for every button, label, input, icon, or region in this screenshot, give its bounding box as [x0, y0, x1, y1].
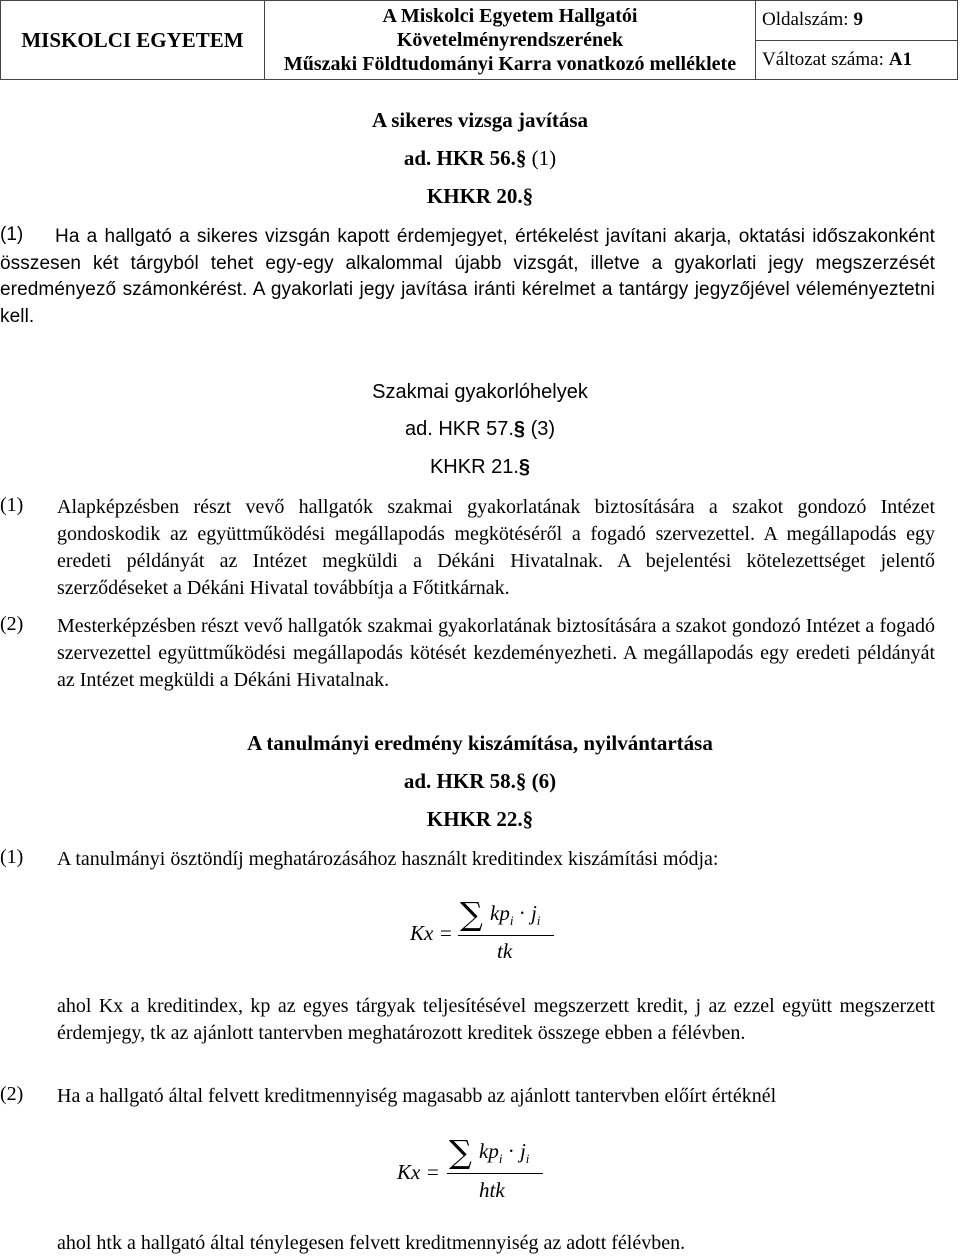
section1-heading: A sikeres vizsga javítása — [371, 108, 589, 132]
title-line-3: Műszaki Földtudományi Karra vonatkozó melléklete — [283, 53, 737, 75]
page-value: 9 — [853, 9, 864, 31]
title-line-1: A Miskolci Egyetem Hallgatói — [382, 5, 638, 27]
section2-p1-text: Alapképzésben részt vevő hallgatók szakmai gyakorlatának biztosítására a szakot gondozó Intézet gondoskodik az együttműködési megállapodás megkötéséről a fogadó szervezettel. A megállapodás egy eredeti példányát az Intézet megküldi a Dékáni Hivatalnak. A bejelentési kötelezettséget jelentő szerződéseket a Dékáni Hivatal továbbítja a Főtitkárnak. — [57, 496, 935, 599]
document-meta — [756, 1, 957, 79]
section1-p1-text: Ha a hallgató a sikeres vizsgán kapott érdemjegyet, értékelést javítani akarja, oktatási időszakonként összesen két tárgyból tehet egy-egy alkalommal újabb vizsgát, illetve a gyakorlati jegy megszerzését eredményező számonkérést. A gyakorlati jegy javítása iránti kérelmet a tantárgy jegyzőjével véleményeztetni kell. — [0, 226, 935, 327]
section-symbol: § — [522, 807, 534, 831]
document-title — [265, 1, 756, 79]
section-symbol: § — [518, 456, 531, 478]
section1-p1-number: (1) — [0, 224, 24, 245]
section3-p1-text: A tanulmányi ösztöndíj meghatározásához használt kreditindex kiszámítási módja: — [57, 848, 719, 870]
section2-ref1: ad. HKR 57.§ (3) — [404, 418, 556, 440]
version-number — [756, 41, 957, 80]
section3-heading: A tanulmányi eredmény kiszámítása, nyilvántartása — [247, 731, 713, 755]
section-symbol: § — [515, 146, 527, 170]
title-line-2: Követelményrendszerének — [396, 29, 624, 51]
section2-p2-text: Mesterképzésben részt vevő hallgatók szakmai gyakorlatának biztosítására a szakot gondozó Intézet a fogadó szervezettel együttműködési megállapodás kötését kezdeményezheti. A megállapodás egy eredeti példányát az Intézet megküldi a Dékáni Hivatalnak. — [57, 615, 935, 691]
formula-lhs: Kx = — [397, 1160, 440, 1184]
section2-heading: Szakmai gyakorlóhelyek — [372, 381, 588, 403]
fraction-bar — [458, 935, 554, 936]
section2-ref2: KHKR 21.§ — [429, 456, 531, 478]
section3-p2-text: Ha a hallgató által felvett kreditmennyiség magasabb az ajánlott tantervben előírt értéknél — [57, 1085, 777, 1107]
section3-ref1: ad. HKR 58.§ (6) — [403, 769, 557, 793]
section3-p2-after: ahol htk a hallgató által ténylegesen felvett kreditmennyiség az adott félévben. — [57, 1232, 686, 1254]
section1-ref1: ad. HKR 56.§ (1) — [403, 146, 557, 170]
section-symbol: § — [513, 418, 526, 440]
section-symbol: § — [515, 769, 527, 793]
kreditindex-formula-2: Kx = ∑ $kp_i \cdot j_i$ htk — [397, 1133, 567, 1213]
sum-icon: ∑ — [460, 895, 483, 933]
version-value: A1 — [888, 48, 913, 70]
section3-p1-after: ahol Kx a kreditindex, kp az egyes tárgyak teljesítésével megszerzett kredit, j az ezzel együtt megszerzett érdemjegy, tk az ajánlott tantervben meghatározott kreditek összege ebben a félévben. — [57, 995, 935, 1044]
section2-p1-number: (1) — [0, 494, 24, 516]
page-label: Oldalszám: — [762, 9, 849, 31]
university-name: MISKOLCI EGYETEM — [1, 1, 265, 79]
sum-icon: ∑ — [449, 1133, 472, 1171]
section1-ref2: KHKR 20.§ — [426, 184, 534, 208]
section3-ref2: KHKR 22.§ — [426, 807, 534, 831]
formula-denominator: htk — [479, 1178, 505, 1202]
version-label: Változat száma: — [762, 48, 884, 70]
formula-lhs: Kx = — [410, 921, 453, 945]
page-number — [756, 1, 957, 41]
kreditindex-formula: Kx = ∑ $kp_i \cdot j_i$ tk — [410, 895, 570, 975]
section2-p2-number: (2) — [0, 613, 24, 635]
section3-p2-number: (2) — [0, 1083, 24, 1105]
section3-p1-number: (1) — [0, 846, 24, 868]
fraction-bar — [447, 1173, 543, 1174]
document-header — [0, 0, 958, 80]
section-symbol: § — [522, 184, 534, 208]
formula-denominator: tk — [497, 939, 513, 963]
